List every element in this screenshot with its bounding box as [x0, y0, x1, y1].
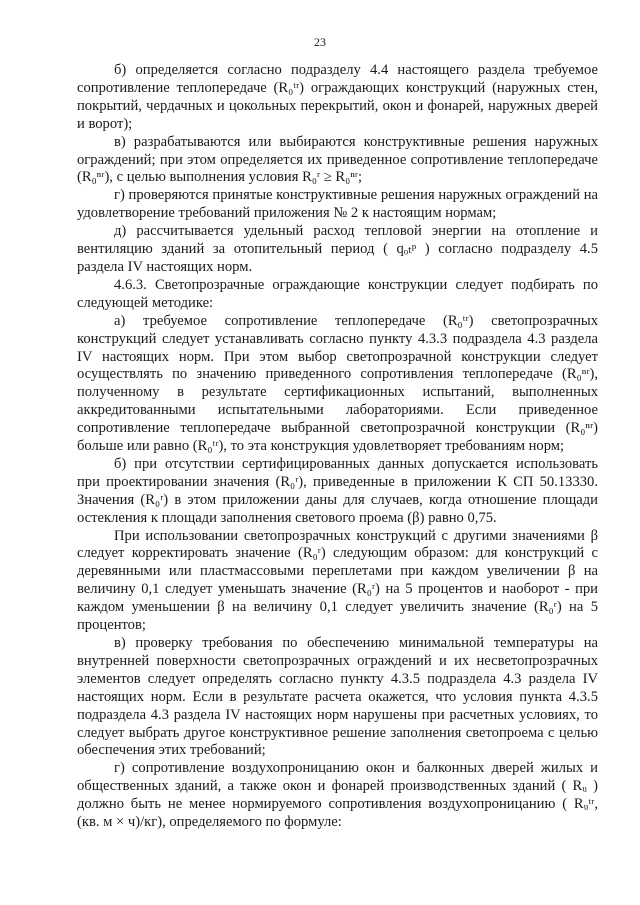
- paragraph-g-air-permeability: г) сопротивление воздухопроницанию окон и балконных дверей жилых и общественных зданий, а также окон и фонарей производственных зданий ( Rᵤ ) должно быть не менее нормируемого сопротивления воздухопроницанию ( Rᵤᵗʳ, (кв. м × ч)/кг), определяемого по формуле:: [77, 760, 598, 831]
- paragraph-b-required-resistance: б) определяется согласно подразделу 4.4 настоящего раздела требуемое сопротивление теплопередаче (R₀ᵗʳ) ограждающих конструкций (наружных стен, покрытий, чердачных и цокольных перекрытий, окон и фонарей, наружных дверей и ворот);: [77, 62, 598, 132]
- paragraph-d-energy-consumption: д) рассчитывается удельный расход тепловой энергии на отопление и вентиляцию зданий за отопительный период ( qₒₜᵖ ) согласно подразделу 4.5 раздела IV настоящих норм.: [77, 223, 598, 275]
- paragraph-v-min-temperature: в) проверку требования по обеспечению минимальной температуры на внутренней поверхности светопрозрачных ограждений и их несветопрозрачных элементов следует определять согласно пункту 4.3.5 подраздела 4.3 раздела IV настоящих норм. Если в результате расчета окажется, что условия пункта 4.3.5 подраздела 4.3 раздела IV настоящих норм нарушены при расчетных условиях, то следует выбрать другое конструктивное решение заполнения светопроема с целью обеспечения этих требований;: [77, 635, 598, 759]
- paragraph-v-design-solutions: в) разрабатываются или выбираются конструктивные решения наружных ограждений; при этом определяется их приведенное сопротивление теплопередаче (R₀ⁿʳ), с целью выполнения условия R₀ʳ ≥ R₀ⁿʳ;: [77, 133, 598, 186]
- paragraph-4-6-3-heading: 4.6.3. Светопрозрачные ограждающие конструкции следует подбирать по следующей методике:: [77, 276, 598, 311]
- paragraph-b-no-certified-data: б) при отсутствии сертифицированных данных допускается использовать при проектировании значения (R₀ʳ), приведенные в приложении К СП 50.13330. Значения (R₀ʳ) в этом приложении даны для случаев, когда отношение площади остекления к площади заполнения светового проема (β) равно 0,75.: [77, 455, 598, 526]
- document-body: [77, 62, 598, 832]
- paragraph-beta-correction: При использовании светопрозрачных конструкций с другими значениями β следует корректировать значение (R₀ʳ) следующим образом: для конструкций с деревянными или пластмассовыми переплетами при каждом увеличении β на величину 0,1 следует уменьшать значение (R₀ʳ) на 5 процентов и наоборот - при каждом уменьшении β на величину 0,1 следует увеличить значение (R₀ʳ) на 5 процентов;: [77, 527, 598, 634]
- page-number: 23: [314, 35, 326, 49]
- paragraph-a-translucent-resistance: а) требуемое сопротивление теплопередаче (R₀ᵗʳ) светопрозрачных конструкций следует устанавливать согласно пункту 4.3.3 подраздела 4.3 раздела IV настоящих норм. При этом выбор светопрозрачной конструкции следует осуществлять по значению приведенного сопротивления теплопередаче (R₀ⁿʳ), полученному в результате сертификационных испытаний, выполненных аккредитованными испытательными лабораториями. Если приведенное сопротивление теплопередаче выбранной светопрозрачной конструкции (R₀ⁿʳ) больше или равно (R₀ᵗʳ), то эта конструкция удовлетворяет требованиям норм;: [77, 312, 598, 455]
- paragraph-g-check-requirements: г) проверяются принятые конструктивные решения наружных ограждений на удовлетворение требований приложения № 2 к настоящим нормам;: [77, 187, 598, 222]
